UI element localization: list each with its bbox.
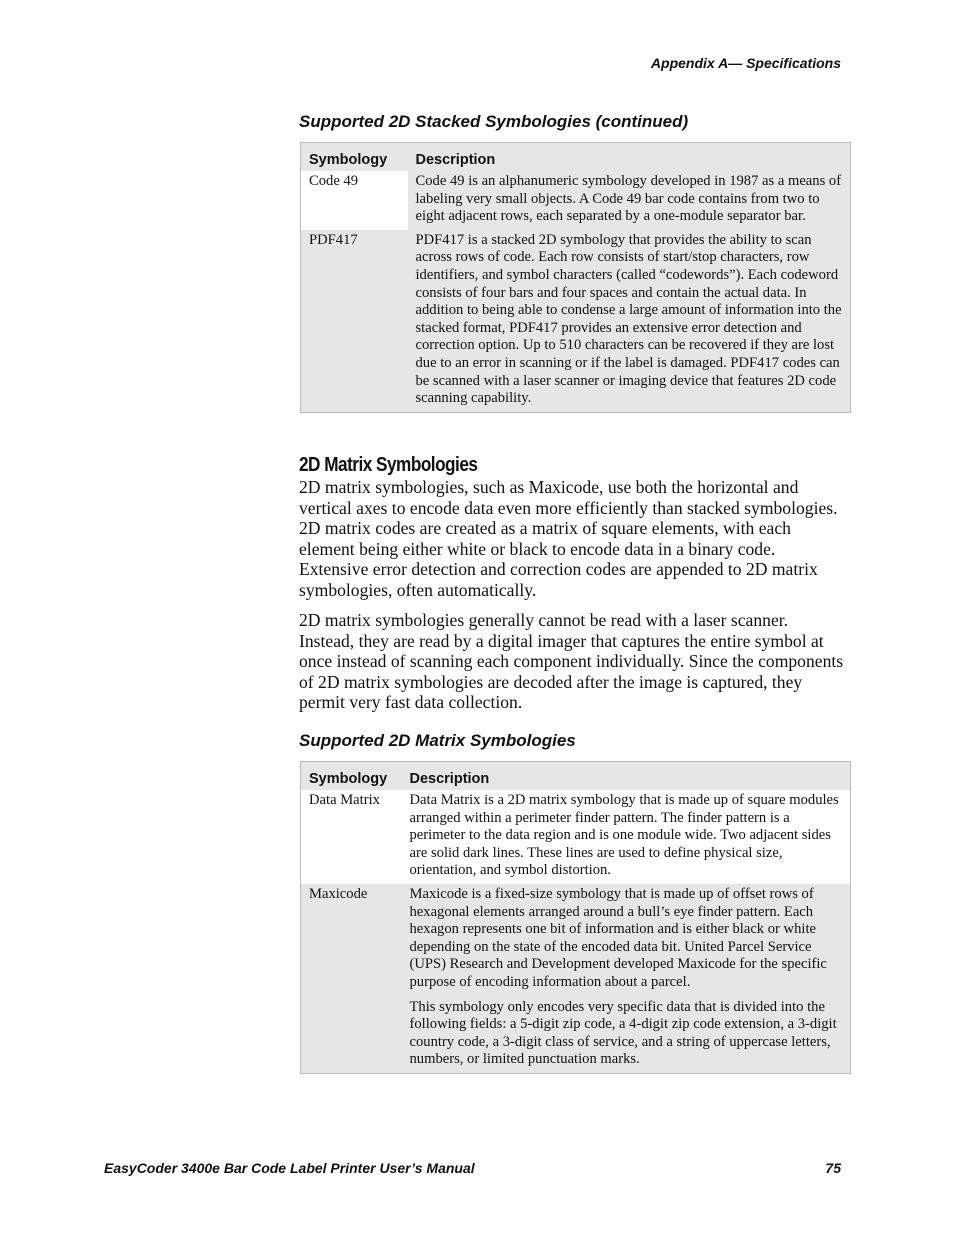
running-head: Appendix A— Specifications bbox=[650, 55, 841, 71]
symbology-name: Data Matrix bbox=[301, 790, 402, 884]
table-row bbox=[301, 884, 851, 1073]
page-number: 75 bbox=[825, 1160, 841, 1176]
matrix-symbologies-table bbox=[300, 761, 851, 1074]
column-header-symbology: Symbology bbox=[301, 143, 408, 172]
symbology-name: PDF417 bbox=[301, 230, 408, 412]
section-heading: 2D Matrix Symbologies bbox=[299, 454, 478, 476]
column-header-description: Description bbox=[402, 762, 851, 791]
symbology-description: Data Matrix is a 2D matrix symbology that is made up of square modules arranged within a perimeter finder pattern. The finder pattern is a perimeter to the data region and is one module wide. Two adjacent sides are solid dark lines. These lines are used to define physical size, orientation, and symbol distortion. bbox=[402, 790, 851, 884]
body-paragraph: 2D matrix symbologies, such as Maxicode, use both the horizontal and vertical axes to encode data even more efficiently than stacked symbologies. 2D matrix codes are created as a matrix of square elements, with each element being either white or black to encode data in a binary code. Extensive error detection and correction codes are appended to 2D matrix symbologies, often automatically. bbox=[299, 477, 838, 600]
table-row bbox=[301, 171, 851, 230]
table-header-row bbox=[301, 143, 851, 172]
symbology-name: Maxicode bbox=[301, 884, 402, 1073]
table-row bbox=[301, 230, 851, 412]
stacked-table-caption: Supported 2D Stacked Symbologies (continued) bbox=[299, 112, 689, 131]
column-header-description: Description bbox=[408, 143, 851, 172]
symbology-description: Maxicode is a fixed-size symbology that is made up of offset rows of hexagonal elements arranged around a bull’s eye finder pattern. Each hexagon represents one bit of information and is either black or white depending on the state of the encoded data bit. United Parcel Service (UPS) Research and Development developed Maxicode for the specific purpose of encoding information about a parcel. This symbology only encodes very specific data that is divided into the following fields: a 5-digit zip code, a 4-digit zip code extension, a 3-digit country code, a 3-digit class of service, and a string of uppercase letters, numbers, or limited punctuation marks. bbox=[402, 884, 851, 1073]
table-header-row bbox=[301, 762, 851, 791]
table-row bbox=[301, 790, 851, 884]
symbology-description: PDF417 is a stacked 2D symbology that provides the ability to scan across rows of code. Each row consists of start/stop characters, row identifiers, and symbol characters (called “codewords”). Each codeword consists of four bars and four spaces and contain the actual data. In addition to being able to condense a large amount of information into the stacked format, PDF417 provides an extensive error detection and correction option. Up to 510 characters can be recovered if they are lost due to an error in scanning or if the label is damaged. PDF417 codes can be scanned with a laser scanner or imaging device that features 2D code scanning capability. bbox=[408, 230, 851, 412]
symbology-description: Code 49 is an alphanumeric symbology developed in 1987 as a means of labeling very small objects. A Code 49 bar code contains from two to eight adjacent rows, each separated by a one-module separator bar. bbox=[408, 171, 851, 230]
stacked-symbologies-table bbox=[300, 142, 851, 413]
matrix-table-caption: Supported 2D Matrix Symbologies bbox=[299, 731, 576, 750]
body-paragraph: 2D matrix symbologies generally cannot be read with a laser scanner. Instead, they are read by a digital imager that captures the entire symbol at once instead of scanning each component individually. Since the components of 2D matrix symbologies are decoded after the image is captured, they permit very fast data collection. bbox=[299, 610, 844, 713]
symbology-name: Code 49 bbox=[301, 171, 408, 230]
footer-manual-title: EasyCoder 3400e Bar Code Label Printer User’s Manual bbox=[104, 1160, 475, 1176]
column-header-symbology: Symbology bbox=[301, 762, 402, 791]
